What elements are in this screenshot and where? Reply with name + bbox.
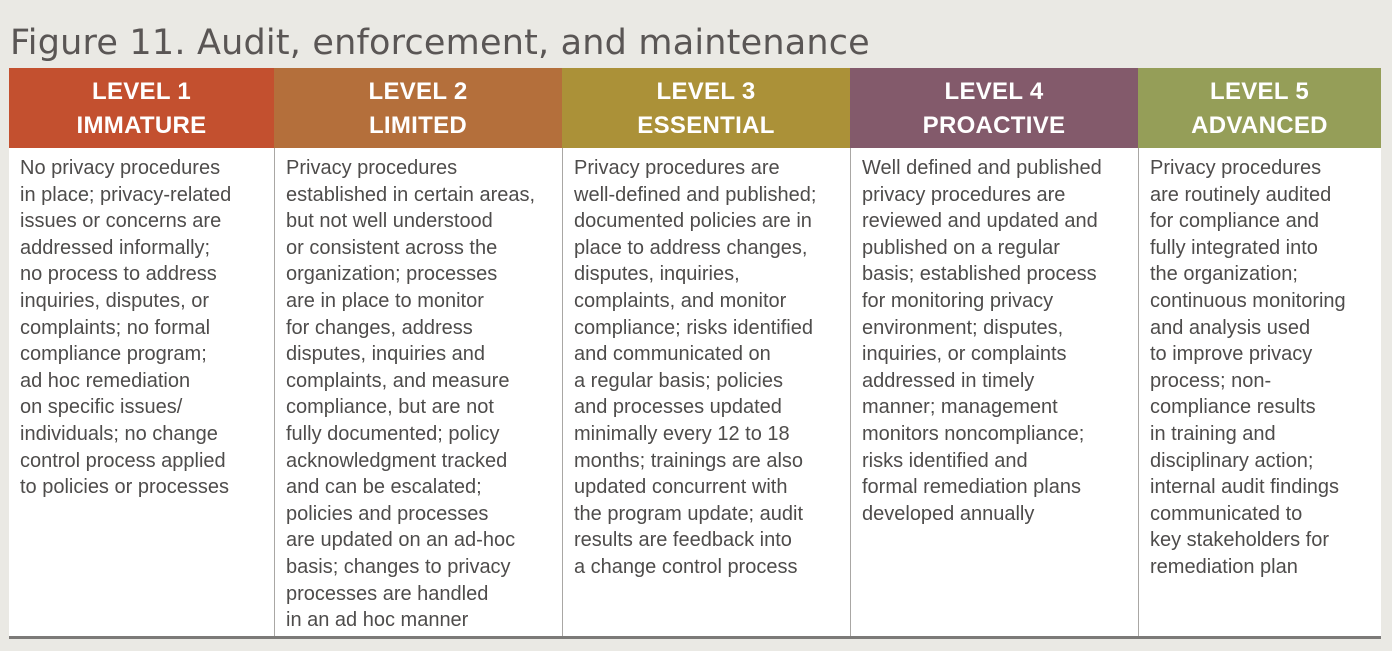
level-3-description: Privacy procedures are well-defined and published; documented policies are in place to address changes, disputes, inquiries, complaints, and monitor compliance; risks identified and communicated on a regular basis; policies and processes updated minimally every 12 to 18 months; trainings are also updated concurrent with the program update; audit results are feedback into a change control process [562, 148, 850, 636]
level-3-name: ESSENTIAL [637, 112, 775, 139]
level-1-number: LEVEL 1 [91, 78, 192, 105]
level-2-name: LIMITED [368, 112, 468, 139]
maturity-table [9, 68, 1381, 639]
level-5-header [1138, 68, 1381, 148]
level-3-header [562, 68, 850, 148]
level-2-number: LEVEL 2 [368, 78, 468, 105]
level-1-description: No privacy procedures in place; privacy-related issues or concerns are addressed informally; no process to address inquiries, disputes, or complaints; no formal compliance program; ad hoc remediation on specific issues/ individuals; no change control process applied to policies or processes [20, 157, 232, 499]
level-2-header [274, 68, 562, 148]
level-1-header [9, 68, 274, 148]
level-3-number: LEVEL 3 [656, 78, 756, 105]
figure-title: Figure 11. Audit, enforcement, and maintenance [10, 23, 870, 63]
level-2-description: Privacy procedures established in certain areas, but not well understood or consistent across the organization; processes are in place to monitor for changes, address disputes, inquiries and complaints, and measure compliance, but are not fully documented; policy acknowledgment tracked and can be escalated; policies and processes are updated on an ad-hoc basis; changes to privacy processes are handled in an ad hoc manner [274, 148, 562, 636]
level-1-name: IMMATURE [76, 112, 207, 139]
level-5-description: Privacy procedures are routinely audited for compliance and fully integrated into the organization; continuous monitoring and analysis used to improve privacy process; non- compliance results in training and disciplinary action; internal audit findings communicated to key stakeholders for remediation plan [1138, 148, 1381, 636]
level-5-name: ADVANCED [1191, 112, 1328, 139]
level-4-number: LEVEL 4 [944, 78, 1044, 105]
level-4-header [850, 68, 1138, 148]
level-5-number: LEVEL 5 [1209, 78, 1310, 105]
level-4-description: Well defined and published privacy procedures are reviewed and updated and published on a regular basis; established process for monitoring privacy environment; disputes, inquiries, or complaints addressed in timely manner; management monitors noncompliance; risks identified and formal remediation plans developed annually [850, 148, 1138, 636]
level-4-name: PROACTIVE [922, 112, 1066, 139]
